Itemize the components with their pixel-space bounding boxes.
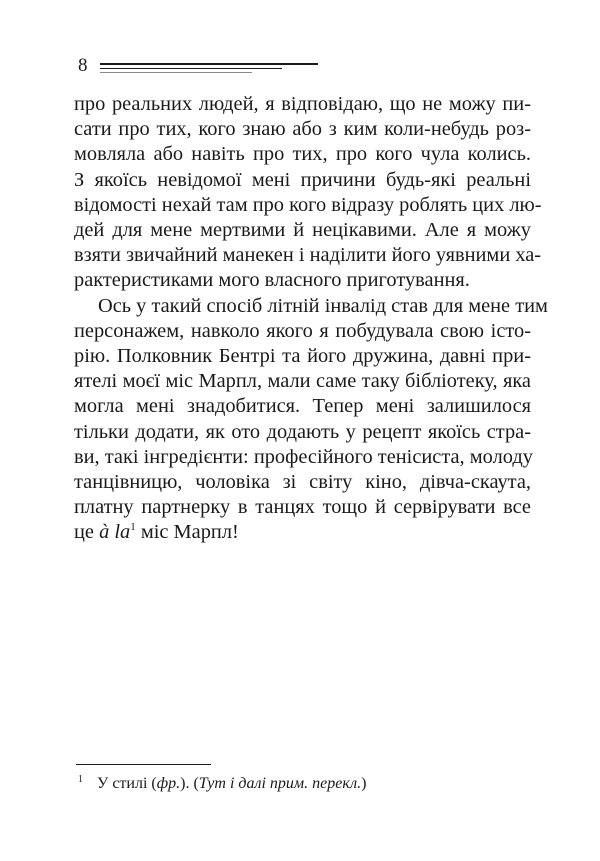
text-line: дей для мене мертвими й нецікавими. Але я можу (74, 219, 531, 242)
header-rule-light (100, 72, 252, 73)
text-line: відомості нехай там про кого відразу роблять цих лю- (74, 193, 542, 216)
footnote-italic: фр. (156, 775, 181, 792)
italic-phrase: à la (99, 521, 131, 544)
footnote-text: ) (361, 775, 367, 792)
footnote-mark: 1 (78, 773, 83, 785)
text-line: сати про тих, кого знаю або з ким коли-небудь роз- (74, 118, 531, 141)
text-line: рію. Полковник Бентрі та його дружина, давні при- (74, 345, 531, 368)
text-line-final (74, 520, 531, 545)
paragraph-2 (74, 294, 548, 546)
text-line: мовляла або навіть про тих, про кого чула колись. (74, 143, 531, 166)
text-line: З якоїсь невідомої мені причини будь-які реальні (74, 168, 531, 191)
paragraph-1 (74, 92, 542, 294)
footnote-text: У стилі ( (97, 775, 157, 792)
text-line: могла мені знадобитися. Тепер мені залишилося (74, 395, 531, 418)
header-rule-thick (100, 63, 318, 65)
text-line: про реальних людей, я відповідаю, що не можу пи- (74, 93, 531, 115)
body-text (74, 92, 548, 546)
text-line: рактеристиками мого власного приготування. (74, 269, 470, 292)
text-fragment: це (74, 521, 100, 544)
text-fragment: міс Марпл! (135, 521, 239, 544)
text-line: платну партнерку в танцях тощо й сервірувати все (74, 496, 531, 519)
text-line: Ось у такий спосіб літній інвалід став для мене тим (98, 294, 548, 317)
header-rule-thin (100, 68, 282, 69)
footnote-reference[interactable]: 1 (130, 521, 136, 534)
text-line: ятелі моєї міс Марпл, мали саме таку бібліотеку, яка (74, 370, 531, 393)
footnote-text: ). ( (180, 775, 199, 792)
footnote-separator (76, 764, 211, 765)
text-line: взяти звичайний манекен і наділити його уявними ха- (74, 244, 542, 267)
text-line: тільки додати, як ото додають у рецепт якоїсь стра- (74, 420, 531, 443)
footnote (78, 774, 366, 794)
text-line: персонажем, навколо якого я побудувала свою істо- (74, 319, 531, 342)
text-line: ви, такі інгредієнти: професійного тенісиста, молоду (74, 445, 533, 468)
footnote-italic: Тут і далі прим. перекл. (198, 775, 362, 792)
page-number: 8 (78, 55, 88, 76)
text-line: танцівницю, чоловіка зі світу кіно, дівча-скаута, (74, 471, 531, 494)
